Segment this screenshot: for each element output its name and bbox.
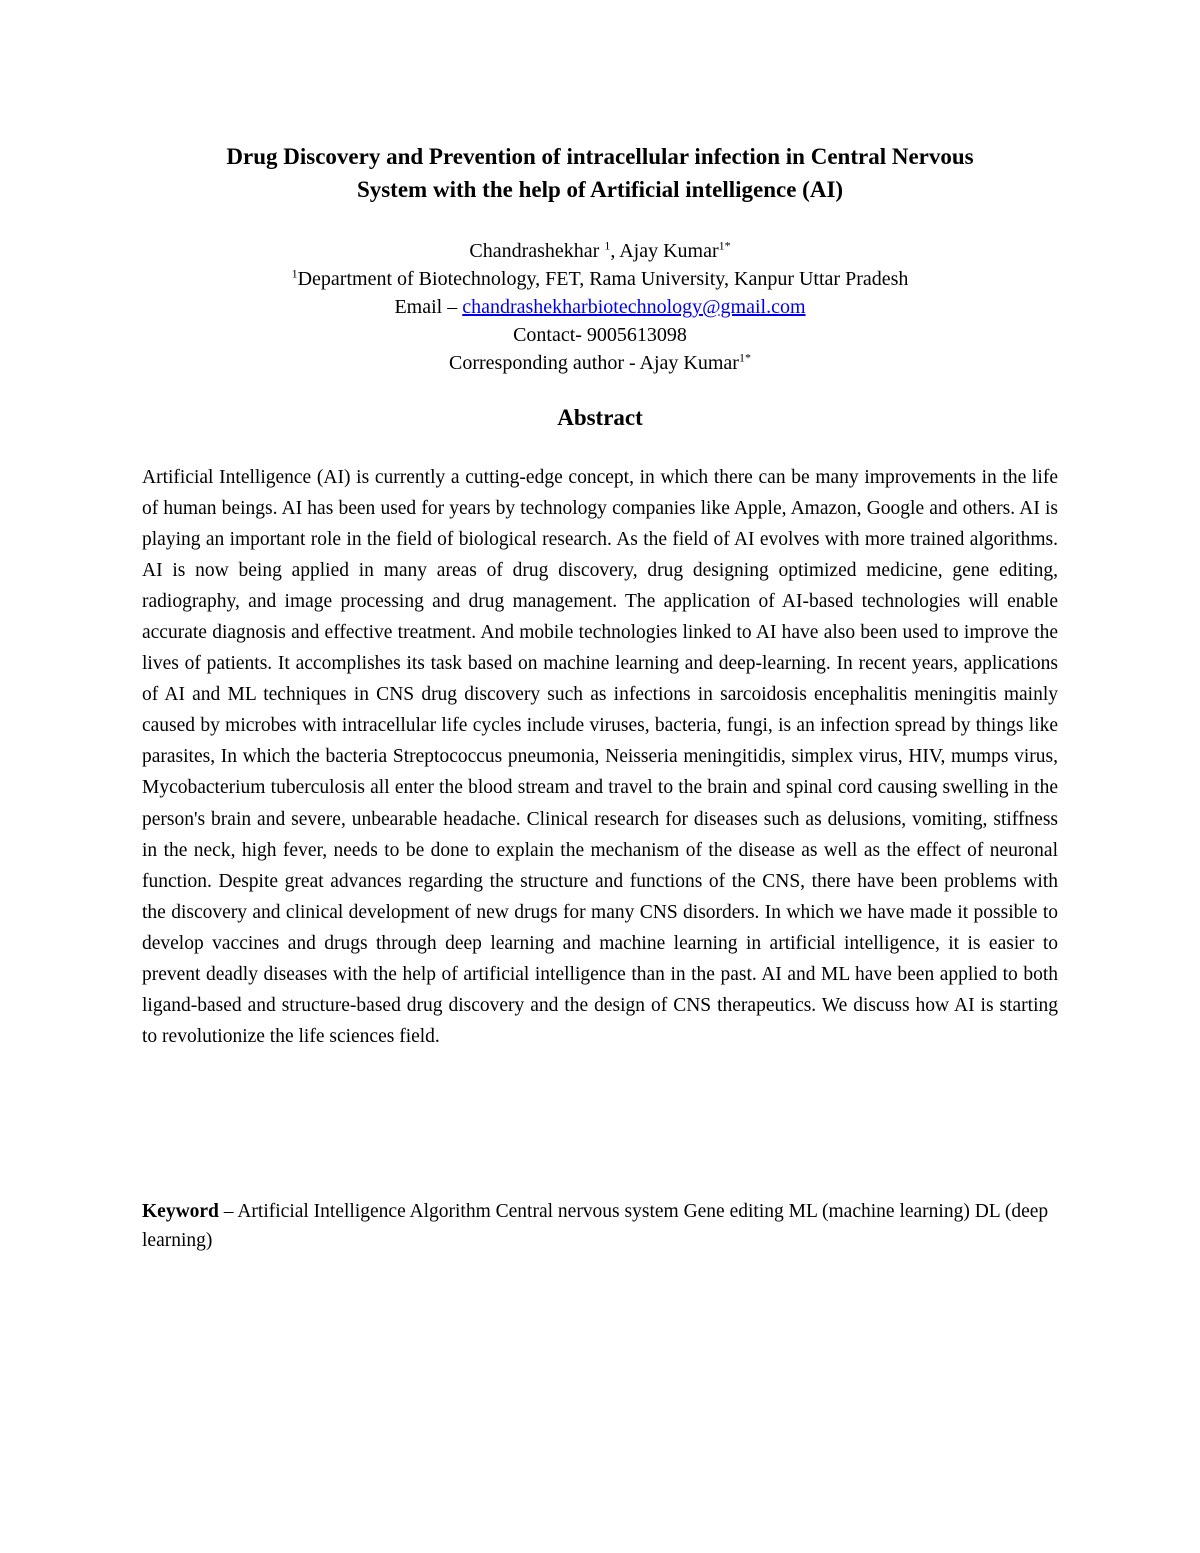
corresponding-author-label: Corresponding author - Ajay Kumar [449, 352, 739, 374]
keywords-dash: – [218, 1201, 238, 1222]
corresponding-author-line [120, 349, 1080, 377]
affiliation-mark: 1 [291, 266, 298, 281]
author-separator: , [610, 240, 620, 262]
author-1-name: Chandrashekhar [469, 240, 605, 262]
author-2-affiliation-mark: 1* [718, 238, 731, 253]
affiliation-line [120, 265, 1080, 293]
email-line [120, 293, 1080, 321]
email-link[interactable]: chandrashekharbiotechnology@gmail.com [462, 296, 806, 318]
keywords-label: Keyword [142, 1201, 219, 1222]
paper-title [120, 140, 1080, 206]
corresponding-author-mark: 1* [738, 350, 751, 365]
affiliation-text: Department of Biotechnology, FET, Rama University, Kanpur Uttar Pradesh [297, 268, 909, 290]
author-line [120, 237, 1080, 265]
abstract-body: Artificial Intelligence (AI) is currently a cutting-edge concept, in which there can be many improvements in the life of human beings. AI has been used for years by technology companies like Apple, Amazon, Google and others. AI is playing an important role in the field of biological research. As the field of AI evolves with more trained algorithms. AI is now being applied in many areas of drug discovery, drug designing optimized medicine, gene editing, radiography, and image processing and drug management. The application of AI-based technologies will enable accurate diagnosis and effective treatment. And mobile technologies linked to AI have also been used to improve the lives of patients. It accomplishes its task based on machine learning and deep-learning. In recent years, applications of AI and ML techniques in CNS drug discovery such as infections in sarcoidosis encephalitis meningitis mainly caused by microbes with intracellular life cycles include viruses, bacteria, fungi, is an infection spread by things like parasites, In which the bacteria Streptococcus pneumonia, Neisseria meningitidis, simplex virus, HIV, mumps virus, Mycobacterium tuberculosis all enter the blood stream and travel to the brain and spinal cord causing swelling in the person's brain and severe, unbearable headache. Clinical research for diseases such as delusions, vomiting, stiffness in the neck, high fever, needs to be done to explain the mechanism of the disease as well as the effect of neuronal function. Despite great advances regarding the structure and functions of the CNS, there have been problems with the discovery and clinical development of new drugs for many CNS disorders. In which we have made it possible to develop vaccines and drugs through deep learning and machine learning in artificial intelligence, it is easier to prevent deadly diseases with the help of artificial intelligence than in the past. AI and ML have been applied to both ligand-based and structure-based drug discovery and the design of CNS therapeutics. We discuss how AI is starting to revolutionize the life sciences field. [142, 467, 1058, 1047]
author-2-name: Ajay Kumar [619, 240, 719, 262]
paper-title-line-2: System with the help of Artificial intelligence (AI) [356, 177, 844, 202]
keywords-paragraph [142, 1197, 1058, 1255]
author-1-affiliation-mark: 1 [604, 238, 611, 253]
email-label: Email – [394, 296, 463, 318]
contact-line: Contact- 9005613098 [513, 324, 687, 346]
paper-title-line-1: Drug Discovery and Prevention of intracellular infection in Central Nervous [226, 144, 974, 169]
author-info [120, 237, 1080, 377]
keywords-text: Artificial Intelligence Algorithm Central nervous system Gene editing ML (machine learning) DL (deep learning) [142, 1201, 1049, 1251]
abstract-heading: Abstract [557, 405, 643, 430]
